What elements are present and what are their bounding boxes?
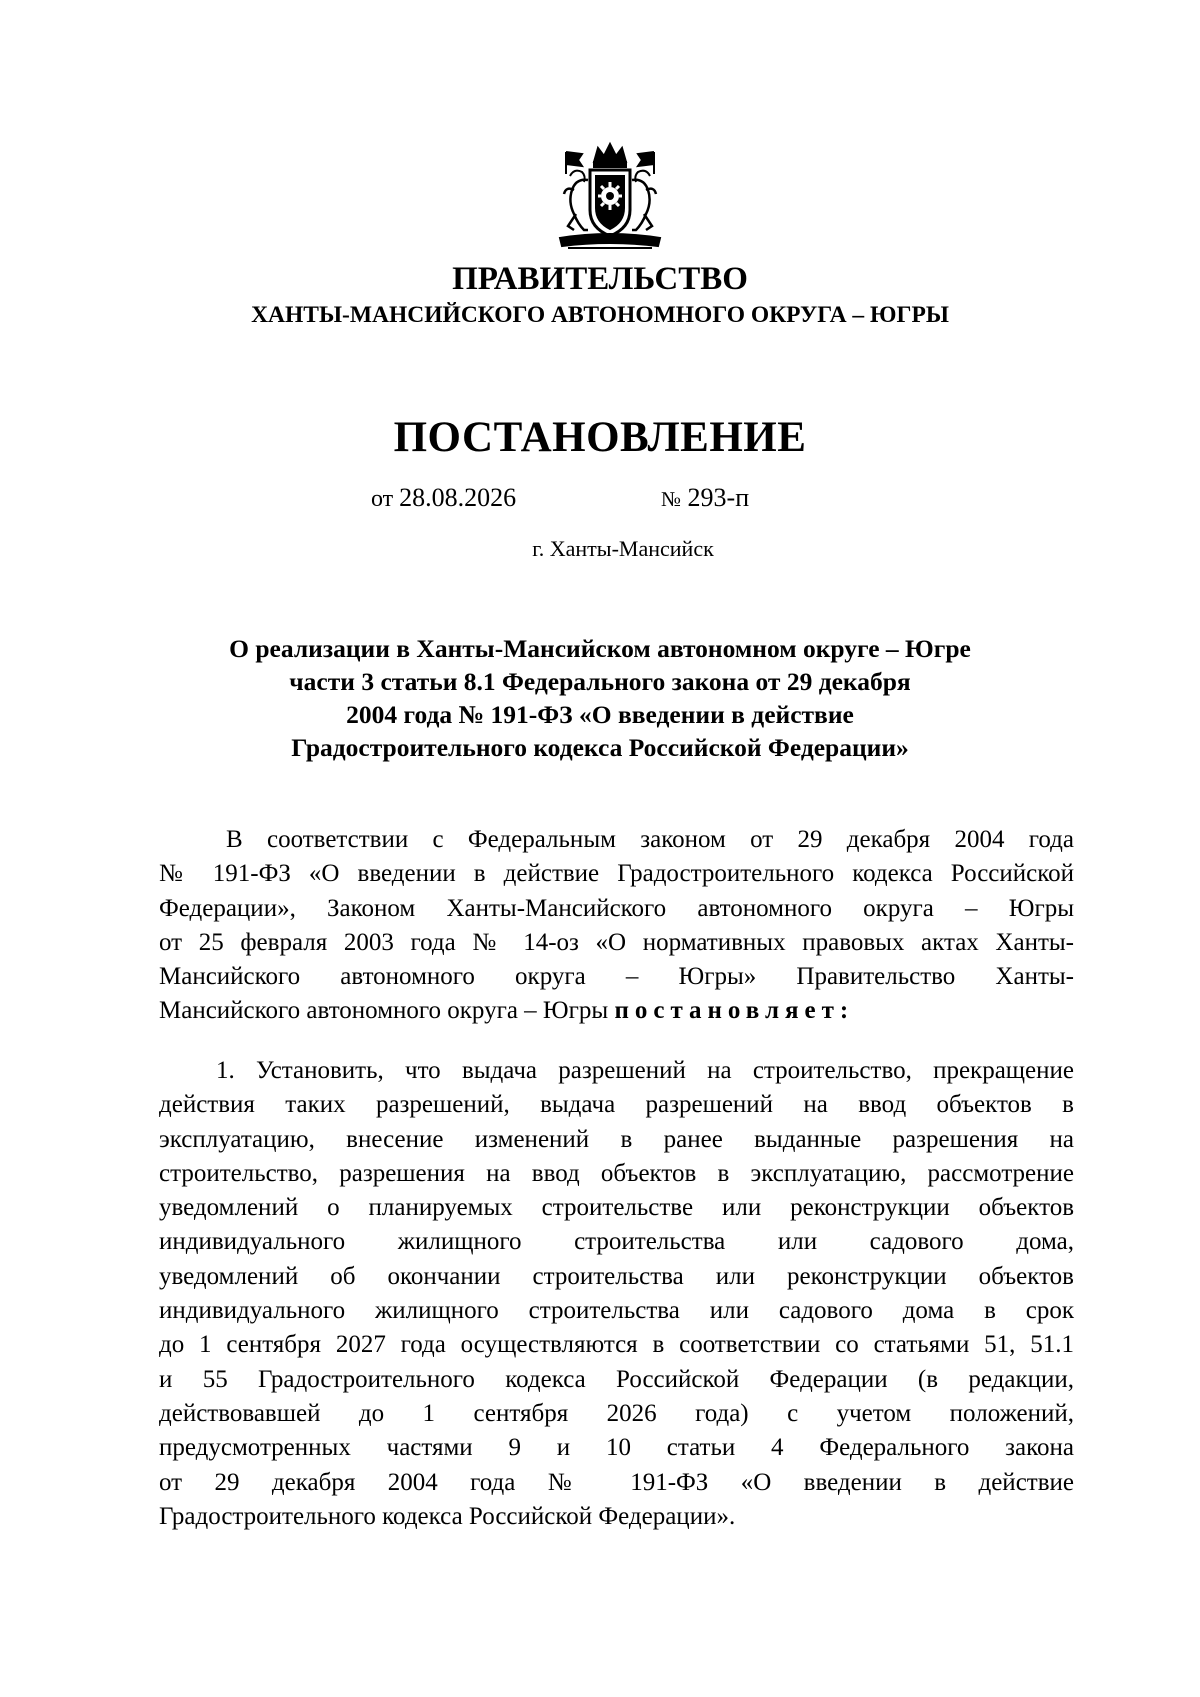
paragraph-line: уведомлений о планируемых строительстве или реконструкции объектов: [159, 1194, 1074, 1222]
paragraph-line: Мансийского автономного округа – Югры» Правительство Ханты-: [159, 963, 1074, 991]
paragraph-line: от 29 декабря 2004 года № 191-ФЗ «О введении в действие: [159, 1468, 1074, 1496]
paragraph-line-text: Мансийского автономного округа – Югры: [159, 997, 609, 1025]
paragraph-line: индивидуального жилищного строительства или садового дома,: [159, 1228, 1074, 1256]
title-line: части 3 статьи 8.1 Федерального закона от 29 декабря: [289, 667, 911, 696]
document-number: [661, 483, 749, 514]
clause-1-paragraph: [159, 1054, 1074, 1534]
paragraph-line: и 55 Градостроительного кодекса Российской Федерации (в редакции,: [159, 1365, 1074, 1393]
paragraph-line: 1. Установить, что выдача разрешений на строительство, прекращение: [216, 1057, 1074, 1084]
paragraph-line: предусмотренных частями 9 и 10 статьи 4 Федерального закона: [159, 1434, 1074, 1462]
document-city: г. Ханты-Мансийск: [532, 536, 714, 561]
title-line: 2004 года № 191-ФЗ «О введении в действие: [346, 700, 854, 729]
preamble-paragraph: [159, 823, 1074, 1029]
number-value: 293-п: [687, 483, 750, 512]
paragraph-line: строительство, разрешения на ввод объектов в эксплуатацию, рассмотрение: [159, 1159, 1074, 1187]
paragraph-line: от 25 февраля 2003 года № 14-оз «О нормативных правовых актах Ханты-: [159, 928, 1074, 956]
number-prefix: №: [661, 487, 682, 511]
coat-of-arms-emblem-icon: [554, 140, 666, 255]
paragraph-line: действовавшей до 1 сентября 2026 года) с учетом положений,: [159, 1399, 1074, 1427]
title-line: О реализации в Ханты-Мансийском автономном округе – Югре: [229, 634, 971, 663]
paragraph-line: уведомлений об окончании строительства или реконструкции объектов: [159, 1262, 1074, 1290]
decree-word: постановляет:: [614, 997, 855, 1025]
document-type: ПОСТАНОВЛЕНИЕ: [393, 414, 807, 461]
date-value: 28.08.2026: [399, 483, 517, 512]
paragraph-line: Федерации», Законом Ханты-Мансийского автономного округа – Югры: [159, 894, 1074, 922]
paragraph-line: № 191-ФЗ «О введении в действие Градостроительного кодекса Российской: [159, 860, 1074, 888]
title-line: Градостроительного кодекса Российской Федерации»: [291, 733, 909, 762]
paragraph-line: действия таких разрешений, выдача разрешений на ввод объектов в: [159, 1091, 1074, 1119]
paragraph-line: В соответствии с Федеральным законом от 29 декабря 2004 года: [226, 826, 1074, 853]
document-date: [371, 483, 516, 514]
date-prefix: от: [371, 486, 394, 512]
paragraph-last-line: [159, 994, 1074, 1028]
government-name: ПРАВИТЕЛЬСТВО: [452, 261, 748, 297]
paragraph-line: Градостроительного кодекса Российской Федерации».: [159, 1502, 736, 1530]
paragraph-line: эксплуатацию, внесение изменений в ранее выданные разрешения на: [159, 1125, 1074, 1153]
region-name: ХАНТЫ-МАНСИЙСКОГО АВТОНОМНОГО ОКРУГА – ЮГРЫ: [251, 302, 949, 328]
document-title: [160, 632, 1040, 764]
paragraph-line: до 1 сентября 2027 года осуществляются в соответствии со статьями 51, 51.1: [159, 1331, 1074, 1359]
paragraph-line: индивидуального жилищного строительства или садового дома в срок: [159, 1297, 1074, 1325]
